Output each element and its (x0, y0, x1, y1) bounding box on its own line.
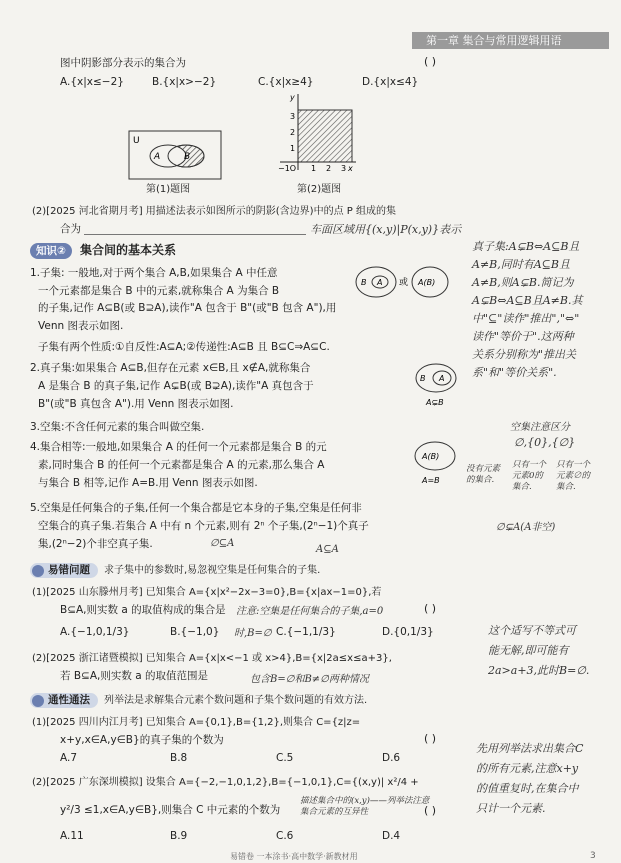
venn3-ab: A(B) (422, 452, 440, 461)
item5-line1: 5.空集是任何集合的子集,任何一个集合都是它本身的子集,空集是任何非 (30, 502, 362, 514)
venn3-caption: A=B (422, 476, 440, 485)
general-section-desc: 列举法是求解集合元素个数问题和子集个数问题的有效方法. (104, 695, 368, 706)
error-q2-line2: 若 B⊆A,则实数 a 的取值范围是 (60, 670, 208, 682)
item2-line3: B"(或"B 真包含 A").用 Venn 图表示如图. (38, 398, 234, 410)
error-q1-opt-a: A.{−1,0,1/3} (60, 626, 130, 638)
general-note-a: 先用列举法求出集合C (476, 742, 584, 755)
error-q1-opt-c: C.{−1,1/3} (276, 626, 336, 638)
section-title: 集合间的基本关系 (80, 243, 177, 257)
error-note-a: 这个适写不等式可 (488, 624, 576, 637)
error-note-c: 2a>a+3,此时B=∅. (488, 664, 590, 677)
q1-answer-paren: ( ) (424, 55, 437, 68)
venn-u-label: U (133, 136, 140, 146)
note-r7: 关系分别称为"推出关 (472, 348, 577, 361)
venn-equal (410, 438, 460, 488)
venn1-ab: A(B) (418, 278, 436, 287)
q2-line1: (2)[2025 河北省期月考] 用描述法表示如图所示的阴影(含边界)中的点 P 组成的集 (32, 206, 396, 217)
general-q2-handnote: 描述集合中的(x,y)——列举法注意集合元素的互异性 (300, 796, 430, 817)
coord-figure-2 (276, 90, 358, 172)
general-q1-opt-d: D.6 (382, 752, 401, 764)
y-tick-2: 2 (290, 128, 296, 137)
empty-set-title: 空集注意区分 (510, 422, 570, 433)
item2-line2: A 是集合 B 的真子集,记作 A⊊B(或 B⊋A),读作"A 真包含于 (38, 380, 314, 392)
general-q1-opt-b: B.8 (170, 752, 188, 764)
footer-text: 易错卷 一本涂书·高中数学·新教材用 (230, 852, 358, 861)
origin-label: −1O (278, 164, 297, 172)
note-r2: A≠B,同时有A⊆B且 (472, 258, 570, 271)
venn-a-label: A (154, 152, 161, 162)
general-note-d: 只计一个元素. (476, 802, 546, 815)
error-section-icon (32, 565, 44, 577)
page-number: 3 (590, 851, 596, 861)
general-q2-opt-a: A.11 (60, 830, 84, 842)
item1-line4: Venn 图表示如图. (38, 320, 124, 332)
note-r1: 真子集:A⊊B⇔A⊆B且 (472, 240, 580, 253)
general-q2-paren: ( ) (424, 804, 437, 817)
venn-proper-subset (410, 360, 462, 410)
item4-line3: 与集合 B 相等,记作 A=B.用 Venn 图表示如图. (38, 477, 258, 489)
venn-figure-1 (128, 130, 222, 180)
general-q2-opt-b: B.9 (170, 830, 188, 842)
general-q1-paren: ( ) (424, 732, 437, 745)
error-q1-paren: ( ) (424, 602, 437, 615)
error-note-b: 能无解,即可能有 (488, 644, 569, 657)
phi-subset-note: ∅⊆A (210, 538, 235, 549)
q1-stem: 图中阴影部分表示的集合为 (60, 57, 186, 69)
axis-y-label: y (290, 93, 295, 102)
venn-b-label: B (184, 152, 191, 162)
q2-answer-line (84, 234, 306, 235)
q1-option-b: B.{x|x>−2} (152, 76, 217, 88)
venn2-b: B (420, 374, 426, 383)
general-section-tag: 通性通法 (30, 693, 98, 708)
x-tick-2: 2 (326, 164, 332, 172)
item1-line3: 的子集,记作 A⊆B(或 B⊇A),读作"A 包含于 B"(或"B 包含 A"),用 (38, 302, 337, 314)
error-q2-line1: (2)[2025 浙江诸暨模拟] 已知集合 A={x|x<−1 或 x>4},B={x|2a≤x≤a+3}, (32, 653, 392, 664)
item5-line2: 空集合的真子集.若集合 A 中有 n 个元素,则有 2ⁿ 个子集,(2ⁿ−1)个真子 (38, 520, 369, 532)
general-section-icon (32, 695, 44, 707)
fig1-caption: 第(1)题图 (146, 184, 191, 195)
venn-subset (352, 262, 452, 302)
item1-line2: 一个元素都是集合 B 中的元素,就称集合 A 为集合 B (38, 285, 280, 297)
error-section-desc: 求子集中的参数时,易忽视空集是任何集合的子集. (104, 565, 321, 576)
general-note-b: 的所有元素,注意x+y (476, 762, 579, 775)
q2-line2: 合为 (60, 223, 81, 235)
item5-line3: 集,(2ⁿ−2)个非空真子集. (38, 538, 153, 550)
fig2-caption: 第(2)题图 (297, 184, 342, 195)
venn1-or: 或 (399, 278, 409, 288)
emptyset-subset-note: ∅⊊A(A非空) (496, 522, 556, 533)
empty-note-c: 只有一个 元素∅的 集合. (556, 460, 591, 492)
error-section-tag: 易错问题 (30, 563, 98, 578)
general-q2-opt-c: C.6 (276, 830, 294, 842)
x-tick-1: 1 (311, 164, 317, 172)
general-q2-line1: (2)[2025 广东深圳模拟] 设集合 A={−2,−1,0,1,2},B={−1,0,1},C={(x,y)| x²/4 + (32, 777, 419, 788)
error-q1-opt-b: B.{−1,0} (170, 626, 220, 638)
error-q1-opt-d: D.{0,1/3} (382, 626, 434, 638)
error-q1-line1: (1)[2025 山东滕州月考] 已知集合 A={x|x²−2x−3=0},B={x|ax−1=0},若 (32, 587, 382, 598)
item1-line1: 1.子集: 一般地,对于两个集合 A,B,如果集合 A 中任意 (30, 267, 278, 279)
x-tick-3: 3 (341, 164, 347, 172)
general-q1-line2: x+y,x∈A,y∈B}的真子集的个数为 (60, 734, 224, 746)
axis-x-label: x (348, 164, 353, 172)
note-r5: 中"⊆"读作"推出","⇔" (472, 312, 580, 325)
general-q2-line2: y²/3 ≤1,x∈A,y∈B},则集合 C 中元素的个数为 (60, 804, 281, 816)
chapter-header: 第一章 集合与常用逻辑用语 (412, 32, 609, 49)
q2-handwritten-note: 车面区域用{(x,y)|P(x,y)}表示 (310, 223, 462, 236)
note-r4: A⊊B⇔A⊆B且A≠B.其 (472, 294, 583, 307)
item1-line5: 子集有两个性质:①自反性:A⊆A;②传递性:A⊆B 且 B⊆C⇒A⊆C. (38, 341, 330, 353)
empty-note-a: 没有元素 的集合. (466, 464, 501, 485)
general-note-c: 的值重复时,在集合中 (476, 782, 579, 795)
q1-option-d: D.{x|x≤4} (362, 76, 419, 88)
general-q1-opt-a: A.7 (60, 752, 78, 764)
error-q1-line2: B⊆A,则实数 a 的取值构成的集合是 (60, 604, 226, 616)
general-q2-opt-d: D.4 (382, 830, 401, 842)
empty-set-examples: ∅,{0},{∅} (514, 436, 576, 449)
y-tick-3: 3 (290, 112, 296, 121)
venn1-b: B (361, 278, 367, 287)
item2-line1: 2.真子集:如果集合 A⊆B,但存在元素 x∈B,且 x∉A,就称集合 (30, 362, 311, 374)
q1-option-c: C.{x|x≥4} (258, 76, 314, 88)
general-q1-opt-c: C.5 (276, 752, 294, 764)
empty-note-b: 只有一个 元素0的 集合. (512, 460, 547, 492)
venn2-caption: A⊊B (426, 398, 444, 407)
a-subset-a-note: A⊆A (316, 544, 339, 555)
error-q1-midnote: 时,B=∅ (234, 628, 272, 639)
error-q1-handnote: 注意:空集是任何集合的子集,a=0 (236, 606, 384, 617)
note-r6: 读作"等价于".这两种 (472, 330, 574, 343)
item3: 3.空集:不含任何元素的集合叫做空集. (30, 421, 205, 433)
item4-line2: 素,同时集合 B 的任何一个元素都是集合 A 的元素,那么集合 A (38, 459, 325, 471)
error-q2-handnote: 包含B=∅和B≠∅两种情况 (250, 674, 369, 685)
q1-option-a: A.{x|x≤−2} (60, 76, 124, 88)
y-tick-1: 1 (290, 144, 296, 153)
note-r3: A≠B,则A⊊B.简记为 (472, 276, 574, 289)
venn1-a: A (377, 278, 383, 287)
venn2-a: A (439, 374, 445, 383)
note-r8: 系"和"等价关系". (472, 366, 557, 379)
section-tag: 知识② (30, 243, 72, 259)
general-q1-line1: (1)[2025 四川内江月考] 已知集合 A={0,1},B={1,2},则集合 C={z|z= (32, 717, 361, 728)
item4-line1: 4.集合相等:一般地,如果集合 A 的任何一个元素都是集合 B 的元 (30, 441, 327, 453)
